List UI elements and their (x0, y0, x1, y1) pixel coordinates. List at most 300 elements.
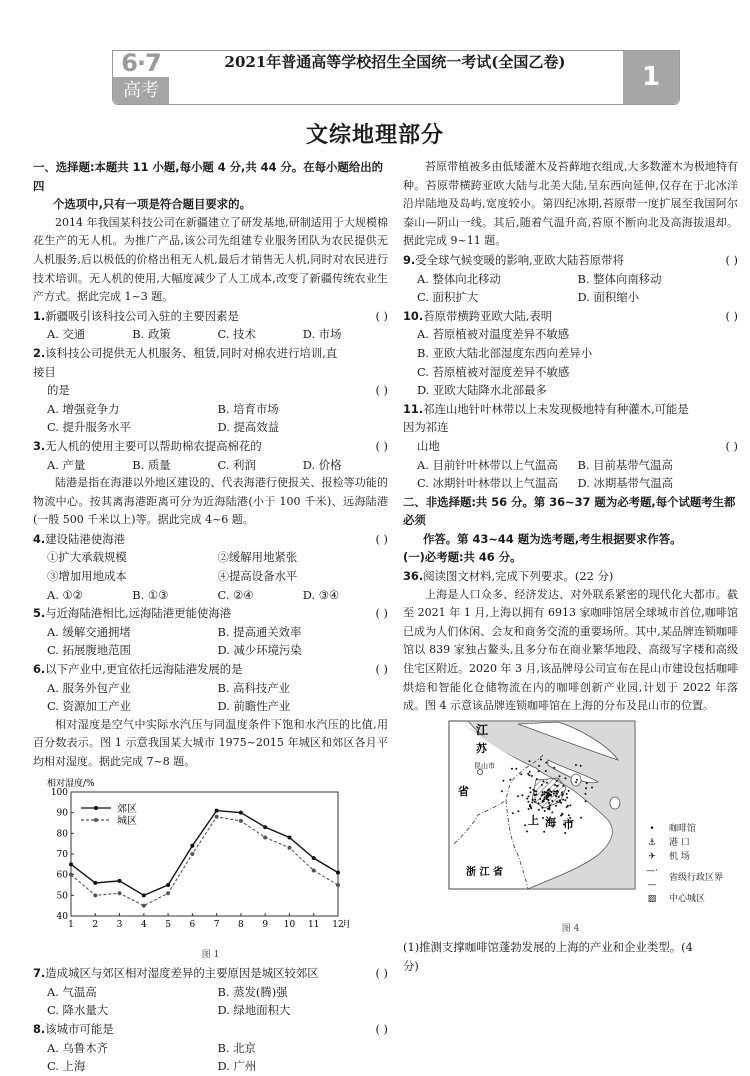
coffee-shop-dot (524, 824, 526, 826)
option-B[interactable]: B. ①③ (132, 587, 169, 602)
question-number: 1. (33, 308, 46, 323)
coffee-shop-dot (555, 795, 557, 797)
coffee-shop-dot (555, 805, 557, 807)
option-D[interactable]: D. 提高效益 (217, 420, 280, 435)
coffee-shop-dot (554, 784, 556, 786)
data-point (69, 872, 73, 876)
coffee-shop-dot (553, 790, 555, 792)
coffee-shop-dot (541, 807, 543, 809)
kunshan-marker (478, 769, 483, 774)
question-9 (403, 251, 738, 307)
answer-blank[interactable]: ( ) (375, 1021, 388, 1036)
coffee-shop-dot (547, 808, 549, 810)
data-point (239, 819, 243, 823)
question-stem-row (33, 660, 388, 679)
option-C[interactable]: C. 面积扩大 (417, 290, 479, 305)
option-A[interactable]: A. 缓解交通拥堵 (47, 624, 131, 639)
x-tick-label: 2 (92, 919, 99, 930)
data-point (142, 903, 146, 907)
option-D[interactable]: D. 冰期基带气温高 (577, 476, 674, 491)
data-point (336, 883, 340, 887)
coffee-shop-dot (530, 791, 532, 793)
question-stem-cont: 的是 (47, 383, 70, 398)
option-C[interactable]: C. 技术 (217, 327, 256, 342)
series-line-urban (71, 816, 338, 905)
coffee-shop-dot (530, 807, 532, 809)
coffee-shop-dot (556, 793, 558, 795)
coffee-shop-dot (544, 796, 546, 798)
question-number: 3. (33, 438, 46, 453)
data-point (142, 893, 146, 897)
option-list (33, 400, 388, 437)
question-stem: 阅读图文材料,完成下列要求。(22 分) (423, 569, 614, 584)
option-list (33, 983, 388, 1020)
option-B[interactable]: B. 高科技产业 (217, 680, 291, 695)
x-tick-label: 7 (213, 919, 220, 930)
coffee-shop-dot (538, 765, 540, 767)
coffee-shop-dot (566, 806, 568, 808)
plot-frame (71, 792, 338, 916)
legend-label: 城区 (117, 815, 137, 827)
coffee-shop-dot (556, 785, 558, 787)
coffee-shop-dot (517, 810, 519, 812)
answer-blank[interactable]: ( ) (375, 966, 388, 981)
data-point (263, 825, 267, 829)
coffee-shop-dot (551, 800, 553, 802)
x-tick-label: 5 (165, 919, 171, 930)
question-2 (33, 344, 388, 437)
option-D[interactable]: D. 减少环境污染 (217, 643, 302, 658)
brand-logo (113, 51, 169, 104)
option-list (33, 325, 388, 344)
x-tick-label: 9 (262, 919, 269, 930)
coffee-shop-dot (501, 790, 503, 792)
legend-label: 港 口 (669, 837, 690, 848)
coffee-shop-dot (543, 798, 545, 800)
option-D[interactable]: D. 前瞻性产业 (217, 699, 291, 714)
label-jiang: 江 (476, 722, 489, 737)
question-stem: 祁连山地针叶林带以上未发现极地特有种灌木,可能是因为祁连 (403, 401, 689, 435)
option-list (33, 679, 388, 716)
coffee-shop-dot (527, 801, 529, 803)
data-point (93, 881, 97, 885)
option-A[interactable]: A. 交通 (47, 327, 86, 342)
coffee-shop-dot (585, 800, 587, 802)
coffee-shop-dot (528, 808, 530, 810)
x-tick-label: 3 (116, 919, 123, 930)
coffee-shop-dot (547, 795, 549, 797)
question-number: 6. (33, 662, 46, 677)
coffee-shop-dot (586, 782, 588, 784)
coffee-shop-dot (553, 792, 555, 794)
question-stem: 该科技公司提供无人机服务、租赁,同时对棉农进行培训,直接目 (33, 345, 338, 379)
data-point (69, 862, 73, 866)
coffee-shop-dot (534, 794, 536, 796)
coffee-shop-dot (531, 801, 533, 803)
option-C[interactable]: C. 拓展腹地范围 (47, 643, 131, 658)
passage-dry-port: 陆港是指在海港以外地区建设的、代表海港行使报关、报检等功能的物流中心。按其离海港距离可分为近海陆港(小于 100 千米)、远海陆港(一般 500 千米以上)等。据此完成 4~6 题。 (33, 476, 388, 527)
coffee-shop-dot (580, 765, 582, 767)
option-list (33, 623, 388, 660)
coffee-shop-dot (565, 799, 567, 801)
option-A[interactable]: A. 目前针叶林带以上气温高 (417, 457, 558, 472)
legend-item-airport (643, 850, 723, 864)
coffee-shop-dot (585, 787, 587, 789)
coffee-shop-dot (542, 780, 544, 782)
coffee-shop-dot (544, 791, 546, 793)
legend-item-port (643, 836, 723, 850)
left-column (33, 158, 388, 1076)
option-C[interactable]: C. 利润 (217, 457, 256, 472)
coffee-shop-dot (585, 793, 587, 795)
data-point (93, 893, 97, 897)
question-stem: 受全球气候变暖的影响,亚欧大陆苔原带将 (415, 252, 624, 267)
coffee-shop-dot (556, 780, 558, 782)
coffee-shop-dot (538, 809, 540, 811)
question-1 (33, 307, 388, 344)
coffee-shop-dot (538, 802, 540, 804)
coffee-shop-dot (556, 790, 558, 792)
coffee-shop-dot (591, 786, 593, 788)
question-stem: 以下产业中,更宜依托远海陆港发展的是 (45, 662, 243, 677)
coffee-shop-dot (515, 768, 517, 770)
option-D[interactable]: D. 亚欧大陆降水北部最多 (417, 383, 547, 398)
question-4 (33, 530, 388, 604)
section-title: 文综地理部分 (305, 123, 444, 148)
question-number: 36. (403, 569, 424, 584)
coffee-shop-dot (575, 764, 577, 766)
coffee-shop-dot (542, 791, 544, 793)
x-tick-label: 8 (238, 919, 244, 930)
coffee-shop-dot (569, 804, 571, 806)
x-tick-label: 6 (189, 919, 196, 930)
part2-subheading: (一)必考题:共 46 分。 (403, 550, 522, 565)
question-stem: 建设陆港使海港 (45, 531, 126, 546)
y-tick-label: 100 (50, 787, 68, 798)
x-tick-label: 12 (332, 919, 344, 930)
question-number: 4. (33, 531, 46, 546)
coffee-shop-dot (536, 778, 538, 780)
question-stem-row (33, 1020, 388, 1039)
question-8 (33, 1020, 388, 1076)
coffee-shop-dot (558, 796, 560, 798)
legend-label: 中心城区 (669, 893, 706, 904)
coffee-shop-dot (545, 770, 547, 772)
option-C[interactable]: C. 冰期针叶林带以上气温高 (417, 476, 558, 491)
question-stem-cont: 山地 (417, 438, 440, 453)
question-stem: 新疆吸引该科技公司入驻的主要因素是 (45, 308, 239, 323)
coffee-shop-dot (562, 785, 564, 787)
coffee-shop-dot (542, 793, 544, 795)
answer-blank[interactable]: ( ) (375, 308, 388, 323)
option-C[interactable]: C. 资源加工产业 (47, 699, 131, 714)
option-list (403, 325, 738, 399)
right-column (403, 158, 738, 976)
data-point (215, 814, 219, 818)
coffee-shop-dot (547, 799, 549, 801)
option-A[interactable]: A. 服务外包产业 (47, 680, 131, 695)
option-D[interactable]: D. 绿地面积大 (217, 1003, 291, 1018)
option-B[interactable]: B. 培育市场 (217, 401, 279, 416)
label-kunshan: 昆山市 (474, 761, 495, 770)
answer-blank[interactable]: ( ) (375, 531, 388, 546)
statement: ①扩大承载规模 (47, 550, 127, 565)
passage-shanghai-coffee: 上海是人口众多、经济发达、对外联系紧密的现代化大都市。截至 2021 年 1 月,上海以拥有 6913 家咖啡馆居全球城市首位,咖啡馆已成为人们休闲、会友和商务交流的重要场所。其中,某品牌连锁咖啡馆以 839 家独占鳌头,且多分布在商业繁华地段、高级写字楼和高级住宅区附近。2020 年 3 月,该品牌母公司宣布在昆山市建设包括咖啡烘焙和智能化仓储物流在内的咖啡创新产业园,计划于 2022 年落成。图 4 示意该品牌连锁咖啡馆在上海的分布及昆山市的位置。 (403, 587, 738, 713)
question-36 (403, 567, 738, 586)
coffee-shop-dot (551, 811, 553, 813)
coffee-shop-dot (528, 774, 530, 776)
x-tick-label: 1 (68, 919, 74, 930)
question-number: 8. (33, 1021, 46, 1036)
y-axis-label: 相对湿度/% (47, 778, 95, 789)
x-tick-label: 4 (140, 919, 147, 930)
coffee-shop-dot (546, 782, 548, 784)
question-5 (33, 604, 388, 660)
option-B[interactable]: B. 目前基带气温高 (577, 457, 673, 472)
answer-blank[interactable]: ( ) (725, 308, 738, 323)
boundary-line-icon: —·— (646, 865, 658, 890)
coffee-shop-dot (521, 794, 523, 796)
question-stem: 苔原带横跨亚欧大陆,表明 (423, 308, 553, 323)
data-point (166, 883, 170, 887)
page-header (112, 50, 680, 105)
coffee-shop-dot (561, 791, 563, 793)
question-7 (33, 964, 388, 1020)
coffee-shop-dot (542, 817, 544, 819)
airplane-icon: ✈ (648, 851, 656, 862)
coffee-shop-dot (509, 779, 511, 781)
option-C[interactable]: C. 上海 (47, 1059, 86, 1074)
option-C[interactable]: C. 苔原植被对湿度差异不敏感 (417, 364, 570, 379)
option-A[interactable]: A. 增强竞争力 (47, 401, 120, 416)
coffee-shop-dot (556, 800, 558, 802)
humidity-chart-svg (33, 774, 363, 946)
coffee-shop-dot (534, 798, 536, 800)
legend-label: 省级行政区界 (669, 872, 724, 883)
coffee-shop-dot (550, 794, 552, 796)
coffee-shop-dot (502, 780, 504, 782)
coffee-dot-icon: • (649, 823, 655, 834)
data-point (287, 835, 291, 839)
answer-blank[interactable]: ( ) (725, 252, 738, 267)
coffee-shop-dot (544, 810, 546, 812)
option-A[interactable]: A. 产量 (47, 457, 86, 472)
data-point (166, 891, 170, 895)
x-tick-label: 10 (283, 919, 296, 930)
question-number: 9. (403, 252, 416, 267)
question-11 (403, 400, 738, 493)
legend-item-boundary (643, 864, 723, 892)
option-C[interactable]: C. 降水量大 (47, 1003, 109, 1018)
coffee-shop-dot (539, 798, 541, 800)
option-D[interactable]: D. 市场 (302, 327, 342, 342)
question-stem: 与近海陆港相比,远海陆港更能使海港 (45, 606, 232, 621)
option-D[interactable]: D. 广州 (217, 1059, 257, 1074)
statement: ③增加用地成本 (47, 569, 127, 584)
legend-item-coffee (643, 822, 723, 836)
coffee-shop-dot (564, 832, 566, 834)
coffee-shop-dot (528, 795, 530, 797)
label-su: 苏 (476, 741, 487, 755)
option-C[interactable]: C. 提升服务水平 (47, 420, 131, 435)
option-D[interactable]: D. 面积缩小 (577, 290, 640, 305)
option-A[interactable]: A. 气温高 (47, 984, 97, 999)
question-stem-row (33, 344, 388, 400)
data-point (336, 870, 340, 874)
coffee-shop-dot (576, 779, 578, 781)
question-3 (33, 437, 388, 474)
answer-blank[interactable]: ( ) (375, 383, 388, 398)
logo-bottom: 高考 (123, 80, 159, 101)
coffee-shop-dot (511, 768, 513, 770)
coffee-shop-dot (546, 797, 548, 799)
option-A[interactable]: A. ①② (47, 587, 83, 602)
coffee-shop-dot (534, 790, 536, 792)
passage-tundra: 苔原带植被多由低矮灌木及苔藓地衣组成,大多数灌木为极地特有种。苔原带横跨亚欧大陆与北美大陆,呈东西向延伸,仅存在于北冰洋沿岸陆地及岛屿,宽度较小。第四纪冰期,苔原带一度扩展至我国阿尔泰山—阴山一线。其后,随着气温升高,苔原不断向北及高海拔退却。据此完成 9~11 题。 (403, 160, 738, 248)
coffee-shop-dot (560, 802, 562, 804)
statement-list (33, 548, 388, 585)
option-list (33, 456, 388, 475)
coffee-shop-dot (547, 790, 549, 792)
question-stem-row (33, 530, 388, 549)
coffee-shop-dot (543, 800, 545, 802)
coffee-shop-dot (526, 830, 528, 832)
answer-blank[interactable]: ( ) (725, 438, 738, 453)
coffee-shop-dot (561, 794, 563, 796)
legend-marker (94, 818, 98, 822)
option-D[interactable]: D. ③④ (302, 587, 340, 602)
question-6 (33, 660, 388, 716)
coffee-shop-dot (549, 790, 551, 792)
option-B[interactable]: B. 北京 (217, 1040, 256, 1055)
coffee-shop-dot (540, 758, 542, 760)
option-A[interactable]: A. 苔原植被对温度差异不敏感 (417, 327, 570, 342)
answer-blank[interactable]: ( ) (375, 606, 388, 621)
part1-heading (33, 158, 388, 214)
coffee-shop-dot (561, 812, 563, 814)
legend-marker (94, 806, 98, 810)
question-10 (403, 307, 738, 400)
legend-label: 郊区 (117, 803, 137, 815)
data-point (312, 868, 316, 872)
coffee-shop-dot (580, 817, 582, 819)
passage-drone: 2014 年我国某科技公司在新疆建立了研发基地,研制适用于大规模棉花生产的无人机。为推广产品,该公司先组建专业服务团队为农民提供无人机服务,后以极低的价格出租无人机,最后才销售无人机,同时对农民进行技术培训。无人机的使用,大幅度减少了人工成本,改变了新疆传统农业生产方式。据此完成 1~3 题。 (33, 215, 388, 304)
coffee-shop-dot (529, 771, 531, 773)
part1-heading-line1: 一、选择题:本题共 11 小题,每小题 4 分,共 44 分。在每小题给出的四 (33, 160, 384, 193)
answer-blank[interactable]: ( ) (375, 438, 388, 453)
option-C[interactable]: C. ②④ (217, 587, 254, 602)
hatch-icon: ▨ (647, 893, 657, 904)
part2-heading-line1: 二、非选择题:共 56 分。第 36~37 题为必考题,每个试题考生都必须 (403, 494, 736, 528)
data-point (239, 810, 243, 814)
question-36-1: (1)推测支撑咖啡馆蓬勃发展的上海的产业和企业类型。(4 分) (403, 940, 693, 973)
option-list (403, 270, 738, 307)
question-number: 5. (33, 606, 46, 621)
answer-blank[interactable]: ( ) (375, 662, 388, 677)
coffee-shop-dot (520, 773, 522, 775)
coffee-shop-dot (562, 798, 564, 800)
coffee-shop-dot (517, 795, 519, 797)
statement: ②缓解用地紧张 (217, 550, 298, 565)
coffee-shop-dot (538, 770, 540, 772)
question-stem-row (403, 307, 738, 326)
data-point (287, 845, 291, 849)
y-tick-label: 70 (56, 849, 68, 860)
option-B[interactable]: B. 提高通关效率 (217, 624, 302, 639)
data-point (312, 856, 316, 860)
option-B[interactable]: B. 整体向南移动 (577, 271, 662, 286)
question-stem-row (33, 604, 388, 623)
coffee-shop-dot (566, 793, 568, 795)
coffee-shop-dot (564, 777, 566, 779)
figure1-caption: 图 1 (201, 949, 220, 960)
coffee-shop-dot (529, 787, 531, 789)
passage-humidity: 相对湿度是空气中实际水汽压与同温度条件下饱和水汽压的比值,用百分数表示。图 1 示意我国某大城市 1975~2015 年城区和郊区各月平均相对湿度。据此完成 7~8 题。 (33, 717, 388, 768)
question-stem: 无人机的使用主要可以帮助棉农提高棉花的 (45, 438, 262, 453)
coffee-shop-dot (545, 761, 547, 763)
option-B[interactable]: B. 蒸发(腾)强 (217, 984, 288, 999)
question-stem-row (33, 964, 388, 983)
label-hai: 海 (545, 815, 556, 829)
exam-title: 2021年普通高等学校招生全国统一考试(全国乙卷) (224, 53, 566, 71)
y-tick-label: 90 (56, 808, 68, 819)
coffee-shop-dot (532, 799, 534, 801)
data-point (215, 808, 219, 812)
question-number: 10. (403, 308, 424, 323)
option-list (403, 456, 738, 493)
option-B[interactable]: B. 政策 (132, 327, 171, 342)
y-tick-label: 60 (56, 870, 68, 881)
question-number: 2. (33, 345, 46, 360)
option-B[interactable]: B. 质量 (132, 457, 171, 472)
statement: ④提高设备水平 (217, 569, 298, 584)
label-shang: 上 (528, 813, 539, 827)
coffee-shop-dot (529, 760, 531, 762)
data-point (190, 843, 194, 847)
coffee-shop-dot (575, 781, 577, 783)
label-zhejiang: 浙 江 省 (466, 866, 503, 878)
figure4-caption: 图 4 (561, 923, 580, 934)
data-point (263, 835, 267, 839)
option-B[interactable]: B. 亚欧大陆北部湿度东西向差异小 (417, 345, 593, 360)
island (571, 774, 581, 786)
y-tick-label: 50 (56, 890, 68, 901)
coffee-shop-dot (568, 814, 570, 816)
series-line-suburb (71, 810, 338, 895)
data-point (118, 878, 122, 882)
question-stem: 造成城区与郊区相对湿度差异的主要原因是城区较郊区 (45, 966, 319, 981)
island (610, 797, 620, 809)
question-stem-row (33, 437, 388, 456)
option-D[interactable]: D. 价格 (302, 457, 342, 472)
coffee-shop-dot (531, 775, 533, 777)
data-point (118, 891, 122, 895)
coffee-shop-dot (559, 775, 561, 777)
coffee-shop-dot (560, 814, 562, 816)
question-stem-row (33, 307, 388, 326)
option-A[interactable]: A. 整体向北移动 (417, 271, 501, 286)
part1-heading-line2: 个选项中,只有一项是符合题目要求的。 (53, 197, 251, 212)
option-list (33, 586, 388, 605)
option-A[interactable]: A. 乌鲁木齐 (47, 1040, 109, 1055)
legend-item-central (643, 892, 723, 906)
page-number: 1 (623, 51, 679, 104)
coffee-shop-dot (553, 767, 555, 769)
coffee-shop-dot (512, 812, 514, 814)
label-sheng: 省 (458, 784, 469, 798)
y-tick-label: 80 (56, 828, 68, 839)
coffee-shop-dot (536, 793, 538, 795)
